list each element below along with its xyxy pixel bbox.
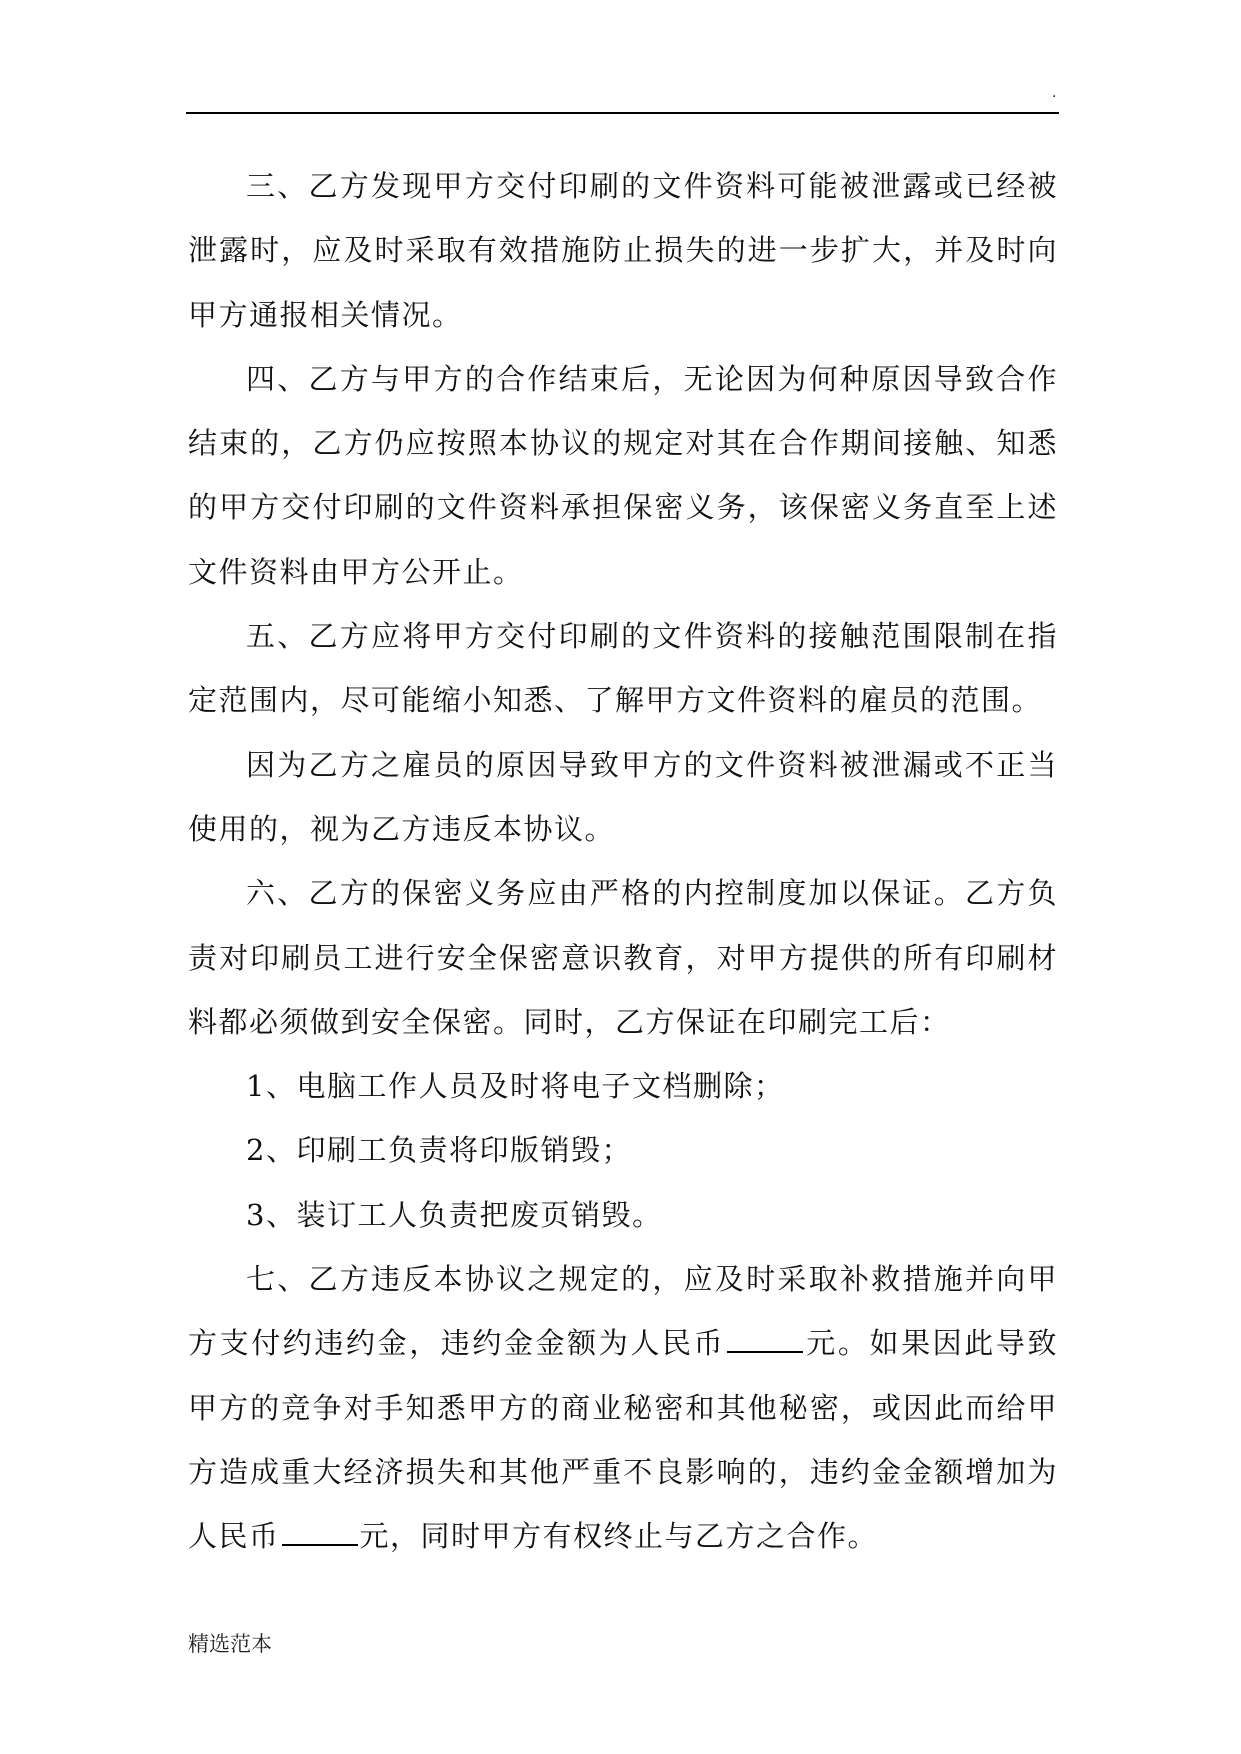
penalty-amount-blank-2 xyxy=(282,1543,358,1546)
penalty-amount-blank-1 xyxy=(727,1350,803,1353)
clause-6: 六、乙方的保密义务应由严格的内控制度加以保证。乙方负责对印刷员工进行安全保密意识教育，对甲方提供的所有印刷材料都必须做到安全保密。同时，乙方保证在印刷完工后： xyxy=(188,876,1058,1039)
clause-6-item-3: 3、装订工人负责把废页销毁。 xyxy=(246,1197,663,1232)
clause-7-part-2: 元。如果因此导致甲方的竞争对手知悉甲方的商业秘密和其他秘密，或因此而给甲方造成重大经济损失和其他严重不良影响的，违约金金额增加为人民币 xyxy=(188,1326,1058,1554)
footer-label: 精选范本 xyxy=(188,1632,272,1656)
header-rule xyxy=(186,112,1059,114)
clause-4: 四、乙方与甲方的合作结束后，无论因为何种原因导致合作结束的，乙方仍应按照本协议的规定对其在合作期间接触、知悉的甲方交付印刷的文件资料承担保密义务，该保密义务直至上述文件资料由甲方公开止。 xyxy=(188,361,1058,589)
clause-6-item-1: 1、电脑工作人员及时将电子文档删除； xyxy=(246,1069,785,1104)
clause-5-note: 因为乙方之雇员的原因导致甲方的文件资料被泄漏或不正当使用的，视为乙方违反本协议。 xyxy=(188,747,1058,846)
clause-7 xyxy=(188,1247,1058,1568)
clause-3: 三、乙方发现甲方交付印刷的文件资料可能被泄露或已经被泄露时，应及时采取有效措施防止损失的进一步扩大，并及时向甲方通报相关情况。 xyxy=(188,169,1058,332)
document-body xyxy=(188,154,1058,1569)
clause-6-item-2: 2、印刷工负责将印版销毁； xyxy=(246,1133,632,1168)
clause-7-part-3: 元，同时甲方有权终止与乙方之合作。 xyxy=(359,1519,879,1554)
clause-7-part-1: 七、乙方违反本协议之规定的，应及时采取补救措施并向甲方支付约违约金，违约金金额为人民币 xyxy=(188,1262,1058,1361)
header-mark: . xyxy=(1052,85,1057,101)
clause-5: 五、乙方应将甲方交付印刷的文件资料的接触范围限制在指定范围内，尽可能缩小知悉、了解甲方文件资料的雇员的范围。 xyxy=(188,619,1058,718)
